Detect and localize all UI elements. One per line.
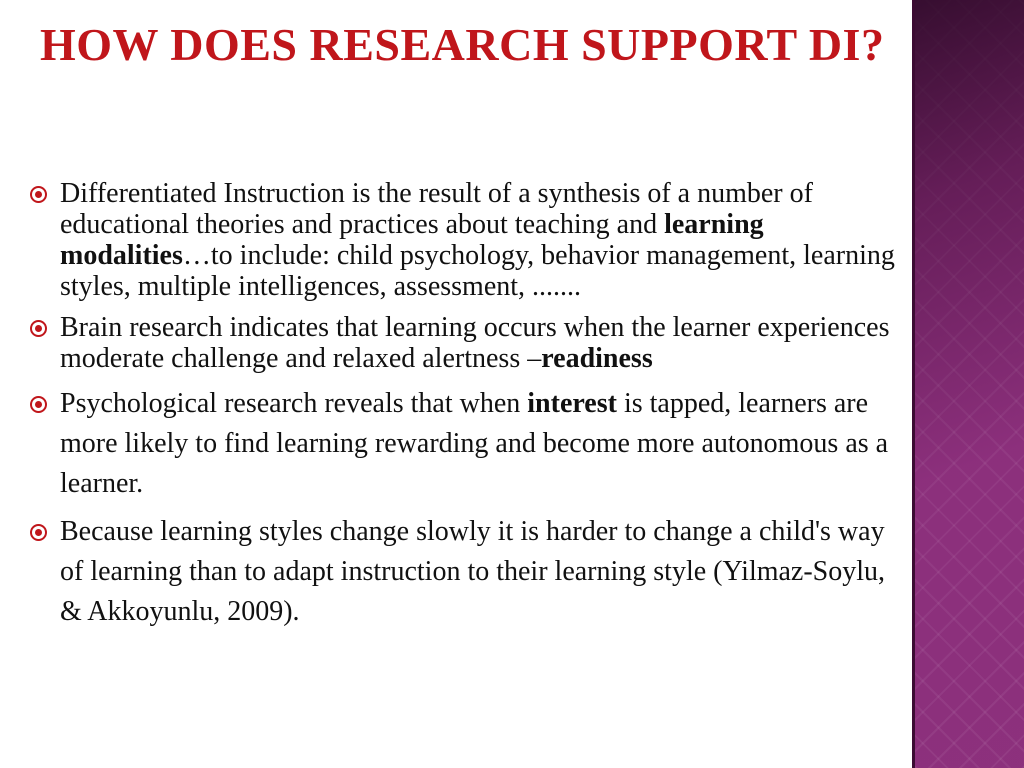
decorative-side-band bbox=[912, 0, 1024, 768]
bullet-text: Psychological research reveals that when bbox=[60, 388, 528, 419]
bullet-item-learning-styles bbox=[30, 512, 910, 632]
bullet-item-brain-research bbox=[30, 312, 910, 374]
bullet-list bbox=[30, 178, 910, 640]
slide-title: HOW DOES RESEARCH SUPPORT DI? bbox=[40, 19, 885, 70]
bullet-circle-icon bbox=[30, 320, 47, 337]
bullet-text: Because learning styles change slowly it is harder to change a child's way of learning than to adapt instruction to their learning style (Yilmaz-Soylu, & Akkoyunlu, 2009). bbox=[60, 516, 886, 627]
bullet-item-psychological-research bbox=[30, 384, 910, 504]
bullet-text: Brain research indicates that learning occurs when the learner experiences moderate challenge and relaxed alertness – bbox=[60, 312, 890, 374]
bullet-emphasis: readiness bbox=[541, 343, 653, 374]
bullet-circle-icon bbox=[30, 186, 47, 203]
bullet-item-synthesis bbox=[30, 178, 910, 302]
bullet-text: Differentiated Instruction is the result of a synthesis of a number of educational theories and practices about teaching and bbox=[60, 178, 813, 240]
bullet-circle-icon bbox=[30, 396, 47, 413]
bullet-text-after: is tapped, learners are more likely to find learning rewarding and become more autonomous as a learner. bbox=[60, 388, 889, 499]
bullet-emphasis: learning modalities bbox=[60, 209, 764, 271]
bullet-text-after: …to include: child psychology, behavior management, learning styles, multiple intelligences, assessment, ....... bbox=[60, 240, 895, 302]
bullet-emphasis: interest bbox=[527, 388, 617, 419]
bullet-circle-icon bbox=[30, 524, 47, 541]
